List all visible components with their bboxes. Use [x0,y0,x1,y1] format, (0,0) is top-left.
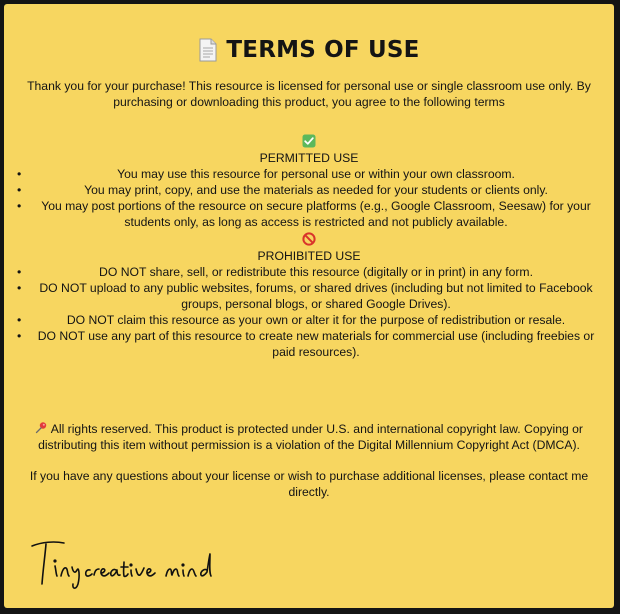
signature-image [24,532,244,592]
terms-page [4,4,614,608]
list-item [16,264,602,280]
check-mark-icon [302,134,316,148]
pushpin-icon [35,421,48,434]
copyright-notice [16,421,602,453]
list-item [16,182,602,198]
page-title [16,36,602,64]
list-item [16,280,602,312]
permitted-section-icon [16,134,602,150]
list-item [16,166,602,182]
prohibited-icon [302,232,316,246]
permitted-heading: PERMITTED USE [259,151,359,165]
bullet-icon: • [17,183,22,197]
bullet-icon: • [17,313,22,327]
bullet-icon: • [17,329,22,343]
list-item [16,312,602,328]
prohibited-heading: PROHIBITED USE [257,249,361,263]
list-item-text: DO NOT upload to any public websites, forums, or shared drives (including but not limited to Facebook groups, personal blogs, or shared Google Drives). [39,281,593,311]
bullet-icon: • [17,199,22,213]
list-item-text: You may post portions of the resource on secure platforms (e.g., Google Classroom, Seesaw) for your students only, as long as access is restricted and not publicly available. [41,199,591,229]
list-item-text: You may print, copy, and use the materials as needed for your students or clients only. [84,183,548,197]
title-text: TERMS OF USE [226,37,420,63]
contact-text: If you have any questions about your license or wish to purchase additional licenses, please contact me directly. [29,469,589,499]
list-item [16,198,602,230]
copyright-text: All rights reserved. This product is protected under U.S. and international copyright law. Copying or distributing this item without permission is a violation of the Digital Millennium Copyright Act (DMCA). [38,422,583,452]
list-item-text: DO NOT claim this resource as your own or alter it for the purpose of redistribution or resale. [66,313,566,327]
list-item [16,328,602,360]
prohibited-list [16,264,602,360]
list-item-text: DO NOT use any part of this resource to create new materials for commercial use (including freebies or paid resources). [37,329,595,359]
permitted-list [16,166,602,230]
bullet-icon: • [17,167,22,181]
list-item-text: You may use this resource for personal use or within your own classroom. [117,167,515,181]
bullet-icon: • [17,265,22,279]
document-icon [198,38,218,62]
bullet-icon: • [17,281,22,295]
prohibited-section-icon [16,232,602,248]
intro-text: Thank you for your purchase! This resource is licensed for personal use or single classroom use only. By purchasing or downloading this product, you agree to the following terms [27,79,591,109]
list-item-text: DO NOT share, sell, or redistribute this resource (digitally or in print) in any form. [99,265,533,279]
